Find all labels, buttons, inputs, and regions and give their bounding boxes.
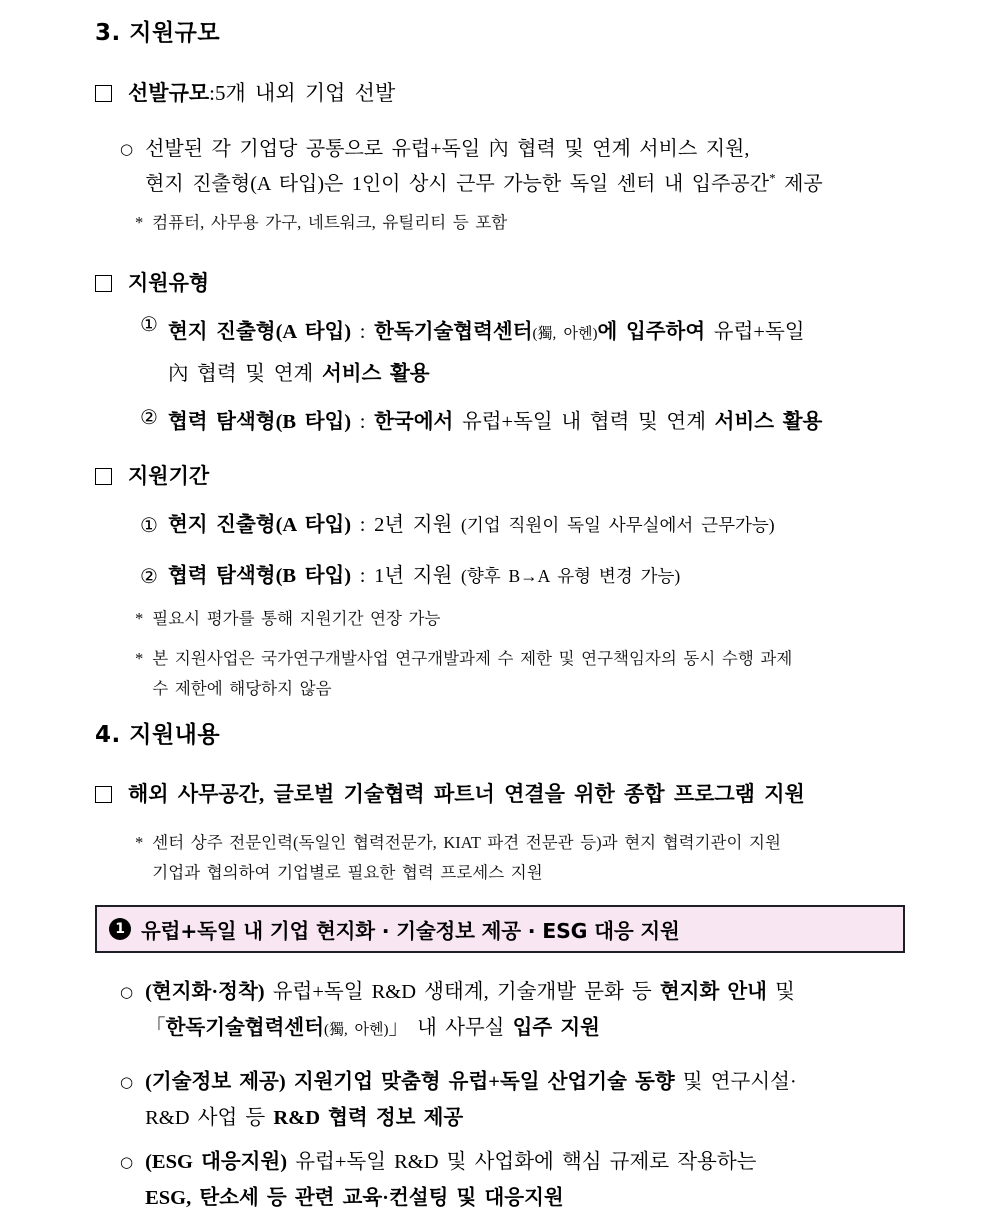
circle-bullet-icon: ○: [120, 1073, 134, 1091]
circle-bullet-icon: ○: [120, 1153, 134, 1171]
program-summary-row: [95, 779, 952, 809]
type-a-tail: 유럽+독일: [705, 321, 805, 343]
type-b-item: [140, 402, 952, 442]
asterisk-marker: *: [135, 213, 144, 232]
period-a-name: 현지 진출형(A 타입): [167, 514, 352, 536]
common-support-line1: 선발된 각 기업당 공통으로 유럽+독일 內 협력 및 연계 서비스 지원,: [145, 138, 750, 160]
period-a-paren: (기업 직원이 독일 사무실에서 근무가능): [461, 515, 775, 535]
common-support-text: [145, 132, 823, 202]
program-1-banner: [95, 905, 905, 953]
localization-tag: (현지화·정착): [145, 981, 265, 1003]
period-b-item: [140, 561, 952, 592]
circled-two-icon: ②: [140, 405, 158, 429]
center-name: 한독기술협력센터: [165, 1017, 325, 1039]
selection-scale-label: 선발규모: [128, 81, 210, 105]
esg-tag: (ESG 대응지원): [145, 1151, 288, 1173]
center-location: (獨, 아헨): [324, 1022, 389, 1038]
move-in-support: 입주 지원: [512, 1017, 600, 1039]
section-3-heading: 3. 지원규모: [95, 20, 221, 46]
selection-scale-row: [95, 78, 952, 108]
esg-text1: 유럽+독일 R&D 및 사업화에 핵심 규제로 작용하는: [287, 1151, 757, 1173]
tech-info-text1: 및 연구시설·: [674, 1071, 797, 1093]
center-staff-note-line2: 기업과 협의하여 기업별로 필요한 협력 프로세스 지원: [152, 863, 543, 882]
type-b-tail: 유럽+독일 내 협력 및 연계: [453, 411, 715, 433]
type-a-move-in: 에 입주하여: [597, 321, 706, 343]
tech-info-bold2: R&D 협력 정보 제공: [273, 1107, 464, 1129]
center-location: (獨, 아헨): [532, 326, 598, 342]
tech-info-text2: R&D 사업 등: [145, 1107, 274, 1129]
type-a-name: 현지 진출형(A 타입): [167, 321, 352, 343]
support-period-row: [95, 461, 952, 491]
type-b-sep: :: [351, 411, 375, 433]
common-support-line2: [145, 167, 823, 202]
asterisk-marker: *: [135, 833, 144, 852]
extension-note-text: 필요시 평가를 통해 지원기간 연장 가능: [152, 609, 441, 628]
center-staff-note-line1: 센터 상주 전문인력(독일인 협력전문가, KIAT 파견 전문관 등)과 현지 협력기관이 지원: [152, 833, 781, 852]
program-summary-text: 해외 사무공간, 글로벌 기술협력 파트너 연결을 위한 종합 프로그램 지원: [128, 782, 805, 806]
period-b-line: [168, 561, 680, 592]
period-b-paren: (향후 B→A 유형 변경 가능): [461, 566, 681, 586]
period-a-line: [168, 510, 775, 541]
esg-line2: [145, 1180, 756, 1216]
program-1-banner-title: 유럽+독일 내 기업 현지화 · 기술정보 제공 · ESG 대응 지원: [141, 919, 680, 943]
support-type-row: [95, 268, 952, 298]
localization-text2: 및: [766, 981, 795, 1003]
asterisk-marker: *: [135, 609, 144, 628]
type-b-name: 협력 탐색형(B 타입): [167, 411, 352, 433]
extension-note: [135, 604, 952, 634]
circle-bullet-icon: ○: [120, 140, 134, 158]
corner-bracket-open: 「: [145, 1017, 166, 1039]
tech-info-line1: [145, 1064, 797, 1100]
tech-info-line2: [145, 1100, 797, 1136]
square-bullet-icon: [95, 786, 112, 803]
esg-bold2: ESG, 탄소세 등 관련 교육·컨설팅 및 대응지원: [145, 1187, 564, 1209]
localization-bold2: 현지화 안내: [659, 981, 767, 1003]
esg-bullet: [120, 1144, 952, 1216]
square-bullet-icon: [95, 85, 112, 102]
localization-bullet: [120, 974, 952, 1048]
type-a-sep: :: [351, 321, 375, 343]
office-items-note: [135, 208, 952, 238]
type-a-line2-bold: 서비스 활용: [321, 363, 430, 385]
period-a-duration: : 2년 지원: [351, 514, 461, 536]
square-bullet-icon: [95, 275, 112, 292]
circled-one-icon: ①: [140, 513, 158, 537]
localization-line1: [145, 974, 795, 1010]
rnd-limit-note: [135, 644, 952, 704]
period-a-item: [140, 510, 952, 541]
corner-bracket-close: 」 내 사무실: [388, 1017, 513, 1039]
support-type-label: 지원유형: [128, 271, 210, 295]
footnote-asterisk: *: [769, 170, 776, 186]
common-support-line2-tail: 제공: [775, 173, 823, 195]
common-support-bullet: [120, 132, 952, 202]
type-b-line: [168, 402, 822, 442]
type-b-tail-bold: 서비스 활용: [714, 411, 823, 433]
rnd-limit-note-line2: 수 제한에 해당하지 않음: [152, 679, 332, 698]
type-b-korea: 한국에서: [374, 411, 454, 433]
center-staff-note: [135, 828, 952, 888]
period-b-duration: : 1년 지원: [351, 565, 461, 587]
circled-number-1-badge: 1: [109, 918, 131, 940]
localization-text1: 유럽+독일 R&D 생태계, 기술개발 문화 등: [264, 981, 660, 1003]
section-4-heading: 4. 지원내용: [95, 722, 221, 748]
type-a-line2-text: 內 협력 및 연계: [167, 363, 322, 385]
type-a-line2: [168, 354, 805, 394]
circled-two-icon: ②: [140, 564, 158, 588]
selection-scale-value: 5개 내외 기업 선발: [215, 81, 396, 105]
common-support-line2-text: 현지 진출형(A 타입)은 1인이 상시 근무 가능한 독일 센터 내 입주공간: [145, 173, 770, 195]
localization-line2: [145, 1010, 795, 1048]
square-bullet-icon: [95, 468, 112, 485]
tech-info-bold: (기술정보 제공) 지원기업 맞춤형 유럽+독일 산업기술 동향: [145, 1071, 675, 1093]
rnd-limit-note-line1: 본 지원사업은 국가연구개발사업 연구개발과제 수 제한 및 연구책임자의 동시 수행 과제: [152, 649, 793, 668]
selection-scale-sep: :: [209, 81, 215, 105]
circle-bullet-icon: ○: [120, 983, 134, 1001]
type-a-item: [140, 312, 952, 394]
esg-line1: [145, 1144, 756, 1180]
asterisk-marker: *: [135, 649, 144, 668]
period-b-name: 협력 탐색형(B 타입): [167, 565, 352, 587]
circled-one-icon: ①: [140, 312, 158, 336]
tech-info-bullet: [120, 1064, 952, 1136]
center-name: 한독기술협력센터: [374, 321, 533, 343]
type-a-line1: [168, 312, 805, 354]
support-period-label: 지원기간: [128, 464, 210, 488]
office-items-note-text: 컴퓨터, 사무용 가구, 네트워크, 유틸리티 등 포함: [152, 213, 508, 232]
